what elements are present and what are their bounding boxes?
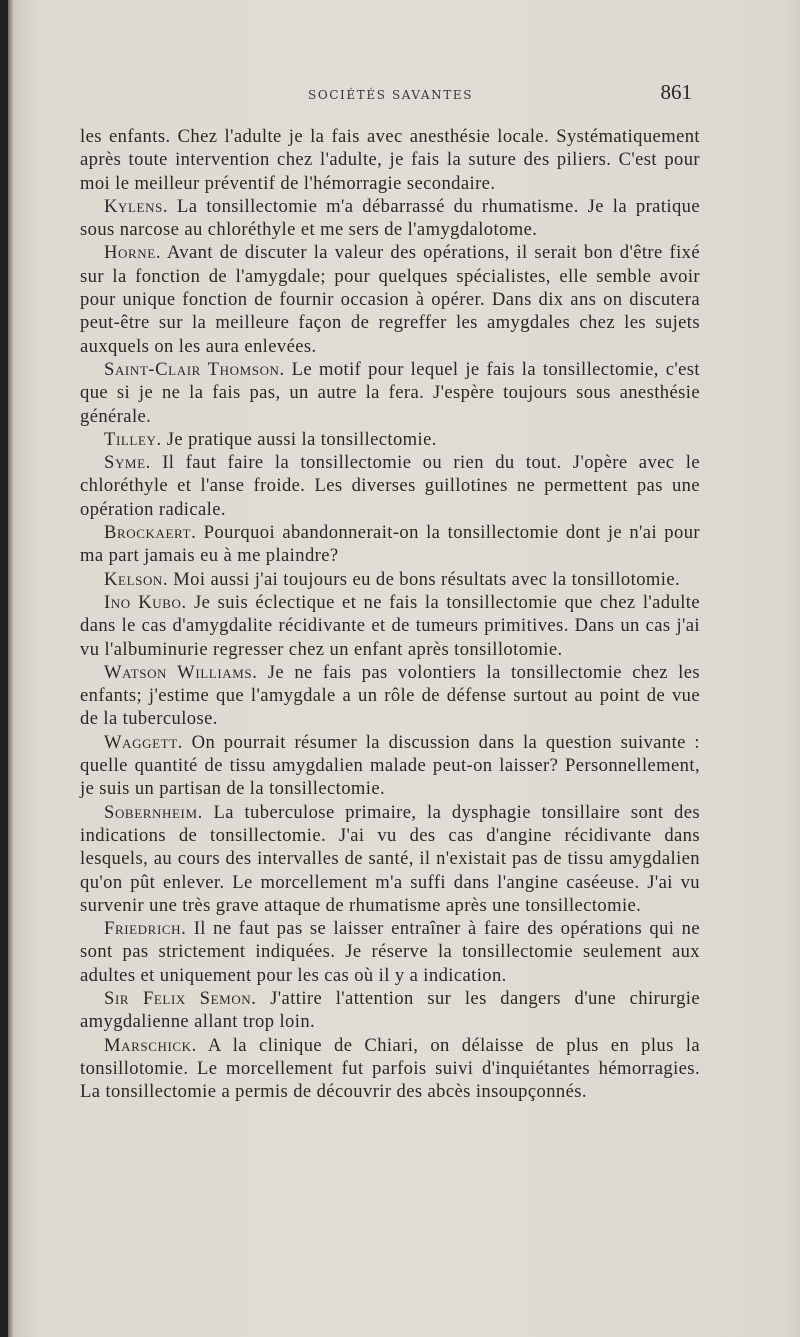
- binding-gutter: [0, 0, 8, 1337]
- paragraph-text: On pourrait résumer la discussion dans la question suivante : quelle quantité de tissu amygdalien malade peut-on laisser? Personnellement, je suis un partisan de la tonsillectomie.: [80, 731, 700, 800]
- paragraph-text: Je ne fais pas volontiers la tonsillectomie chez les enfants; j'estime que l'amygdale a un rôle de défense surtout au point de vue de la tuberculose.: [80, 661, 700, 730]
- paragraph: [80, 428, 700, 451]
- paragraph: [80, 241, 700, 357]
- speaker-name: Tilley.: [104, 428, 162, 450]
- paragraph-text: Il faut faire la tonsillectomie ou rien du tout. J'opère avec le chloréthyle et l'anse froide. Les diverses guillotines ne permettent pas une opération radicale.: [80, 452, 700, 520]
- paragraph: [80, 591, 700, 661]
- body-text: [80, 125, 700, 1103]
- paragraph-text: Je pratique aussi la tonsillectomie.: [161, 428, 437, 450]
- speaker-name: Watson Williams.: [104, 661, 258, 683]
- speaker-name: Brockaert.: [104, 522, 197, 544]
- speaker-name: Ino Kubo.: [104, 591, 187, 613]
- paragraph-text: Je suis éclectique et ne fais la tonsillectomie que chez l'adulte dans le cas d'amygdalite récidivante et de tumeurs primitives. Dans un cas j'ai vu l'albuminurie regresser chez un enfant après tonsillotomie.: [80, 591, 700, 660]
- running-head: SOCIÉTÉS SAVANTES: [308, 88, 474, 102]
- paragraph: [80, 125, 700, 195]
- speaker-name: Marschick.: [104, 1034, 197, 1056]
- paragraph: [80, 451, 700, 521]
- speaker-name: Waggett.: [104, 731, 183, 753]
- paragraph: [80, 1034, 700, 1104]
- paragraph-text: Avant de discuter la valeur des opérations, il serait bon d'être fixé sur la fonction de l'amygdale; pour quelques spécialistes, elle semble avoir pour unique fonction de fournir occasion à opérer. Dans dix ans on discutera peut-être sur la meilleure façon de regreffer les amygdales chez les sujets auxquels on les aura enlevées.: [80, 242, 700, 357]
- paragraph-text: J'attire l'attention sur les dangers d'une chirurgie amygdalienne allant trop loin.: [80, 987, 700, 1033]
- paragraph: [80, 731, 700, 801]
- paragraph-text: La tonsillectomie m'a débarrassé du rhumatisme. Je la pratique sous narcose au chloréthyle et me sers de l'amygdalotome.: [80, 195, 700, 241]
- speaker-name: Kylens.: [104, 195, 169, 217]
- speaker-name: Friedrich.: [104, 918, 187, 940]
- page-header: [80, 80, 700, 108]
- paragraph-text: La tuberculose primaire, la dysphagie tonsillaire sont des indications de tonsillectomie. J'ai vu des cas d'angine récidivante dans lesquels, au cours des intervalles de santé, il n'existait pas de tissu amygdalien qu'on pût enlever. Le morcellement m'a suffi dans l'angine caséeuse. J'ai vu survenir une très grave attaque de rhumatisme après une tonsillectomie.: [80, 801, 700, 916]
- paragraph: [80, 801, 700, 917]
- speaker-name: Sobernheim.: [104, 801, 203, 823]
- paragraph-text: Le motif pour lequel je fais la tonsillectomie, c'est que si je ne la fais pas, un autre la fera. J'espère toujours sous anesthésie générale.: [80, 358, 700, 427]
- paragraph: [80, 195, 700, 242]
- paragraph-text: les enfants. Chez l'adulte je la fais avec anesthésie locale. Systématiquement après toute intervention chez l'adulte, je fais la suture des piliers. C'est pour moi le meilleur préventif de l'hémorragie secondaire.: [80, 126, 700, 194]
- speaker-name: Syme.: [104, 452, 151, 474]
- paragraph: [80, 568, 700, 591]
- speaker-name: Kelson.: [104, 568, 169, 590]
- paragraph: [80, 358, 700, 428]
- paragraph-text: A la clinique de Chiari, on délaisse de plus en plus la tonsillotomie. Le morcellement fut parfois suivi d'inquiétantes hémorragies. La tonsillectomie a permis de découvrir des abcès insoupçonnés.: [80, 1034, 700, 1103]
- speaker-name: Horne.: [104, 242, 162, 264]
- paragraph: [80, 987, 700, 1034]
- paragraph-text: Pourquoi abandonnerait-on la tonsillectomie dont je n'ai pour ma part jamais eu à me plaindre?: [80, 522, 700, 567]
- paragraph: [80, 521, 700, 568]
- page-number: 861: [660, 80, 692, 104]
- paragraph: [80, 661, 700, 731]
- paragraph-text: Moi aussi j'ai toujours eu de bons résultats avec la tonsillotomie.: [168, 568, 681, 590]
- paragraph: [80, 917, 700, 987]
- speaker-name: Sir Felix Semon.: [104, 987, 257, 1009]
- paragraph-text: Il ne faut pas se laisser entraîner à faire des opérations qui ne sont pas strictement indiquées. Je réserve la tonsillectomie seulement aux adultes et uniquement pour les cas où il y a indication.: [80, 918, 700, 986]
- speaker-name: Saint-Clair Thomson.: [104, 358, 285, 380]
